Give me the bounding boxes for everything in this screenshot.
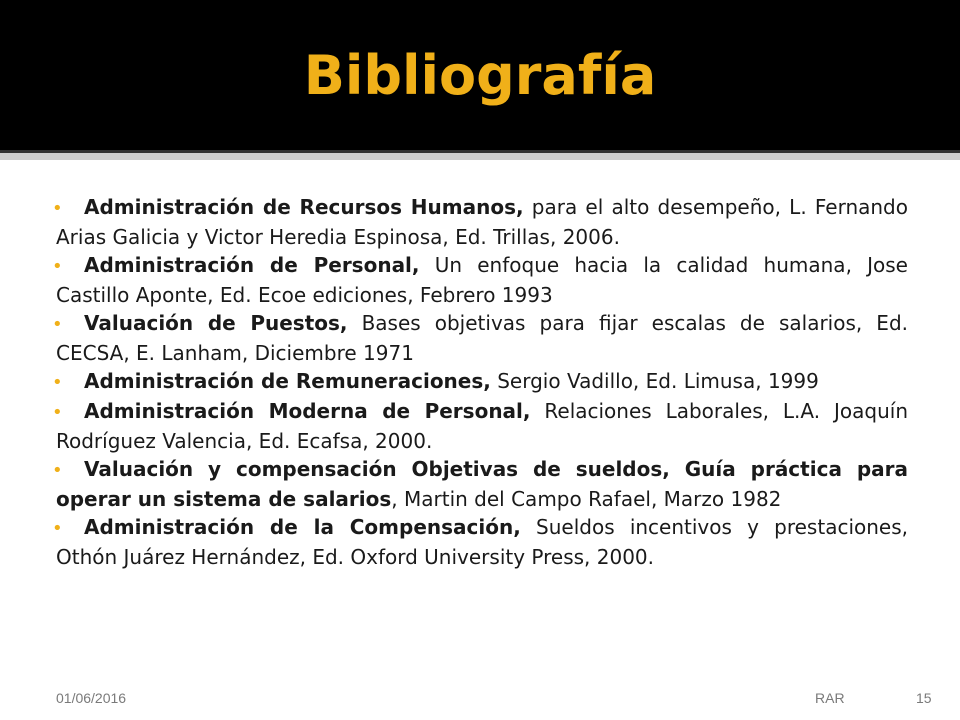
reference-title: Valuación de Puestos, — [84, 311, 348, 335]
reference-title: Valuación y compensación Objetivas de sueldos, Guía práctica para operar un sistema de salarios — [56, 457, 908, 511]
footer-author: RAR — [815, 690, 845, 706]
title-bar — [0, 0, 960, 150]
reference-list — [52, 193, 908, 571]
page-number: 15 — [916, 690, 932, 706]
reference-details: Relaciones Laborales, L.A. Joaquín Rodríguez Valencia, Ed. Ecafsa, 2000. — [56, 399, 908, 453]
reference-details: Sergio Vadillo, Ed. Limusa, 1999 — [490, 369, 819, 393]
bullet-dot-icon: • — [52, 460, 63, 481]
reference-item — [52, 455, 908, 513]
title-divider-light — [0, 153, 960, 160]
reference-details: Bases objetivas para fijar escalas de salarios, Ed. CECSA, E. Lanham, Diciembre 1971 — [56, 311, 908, 365]
reference-details: , Martin del Campo Rafael, Marzo 1982 — [391, 487, 782, 511]
footer-date: 01/06/2016 — [56, 690, 127, 706]
slide-title: Bibliografía — [303, 44, 657, 107]
reference-details: Un enfoque hacia la calidad humana, Jose Castillo Aponte, Ed. Ecoe ediciones, Febrero 1993 — [56, 253, 908, 307]
bullet-dot-icon: • — [52, 402, 63, 423]
reference-item — [52, 367, 908, 397]
bullet-dot-icon: • — [52, 372, 63, 393]
reference-title: Administración de Remuneraciones, — [84, 369, 491, 393]
reference-item — [52, 397, 908, 455]
reference-title: Administración de la Compensación, — [84, 515, 521, 539]
reference-details: para el alto desempeño, L. Fernando Arias Galicia y Victor Heredia Espinosa, Ed. Trillas, 2006. — [56, 195, 908, 249]
bullet-dot-icon: • — [52, 198, 63, 219]
bullet-dot-icon: • — [52, 256, 63, 277]
reference-title: Administración Moderna de Personal, — [84, 399, 531, 423]
reference-item — [52, 309, 908, 367]
bullet-dot-icon: • — [52, 518, 63, 539]
reference-details: Sueldos incentivos y prestaciones, Othón Juárez Hernández, Ed. Oxford University Press, 2000. — [56, 515, 908, 569]
reference-title: Administración de Personal, — [84, 253, 420, 277]
bullet-dot-icon: • — [52, 314, 63, 335]
reference-item — [52, 251, 908, 309]
reference-item — [52, 193, 908, 251]
reference-title: Administración de Recursos Humanos, — [84, 195, 524, 219]
reference-item — [52, 513, 908, 571]
